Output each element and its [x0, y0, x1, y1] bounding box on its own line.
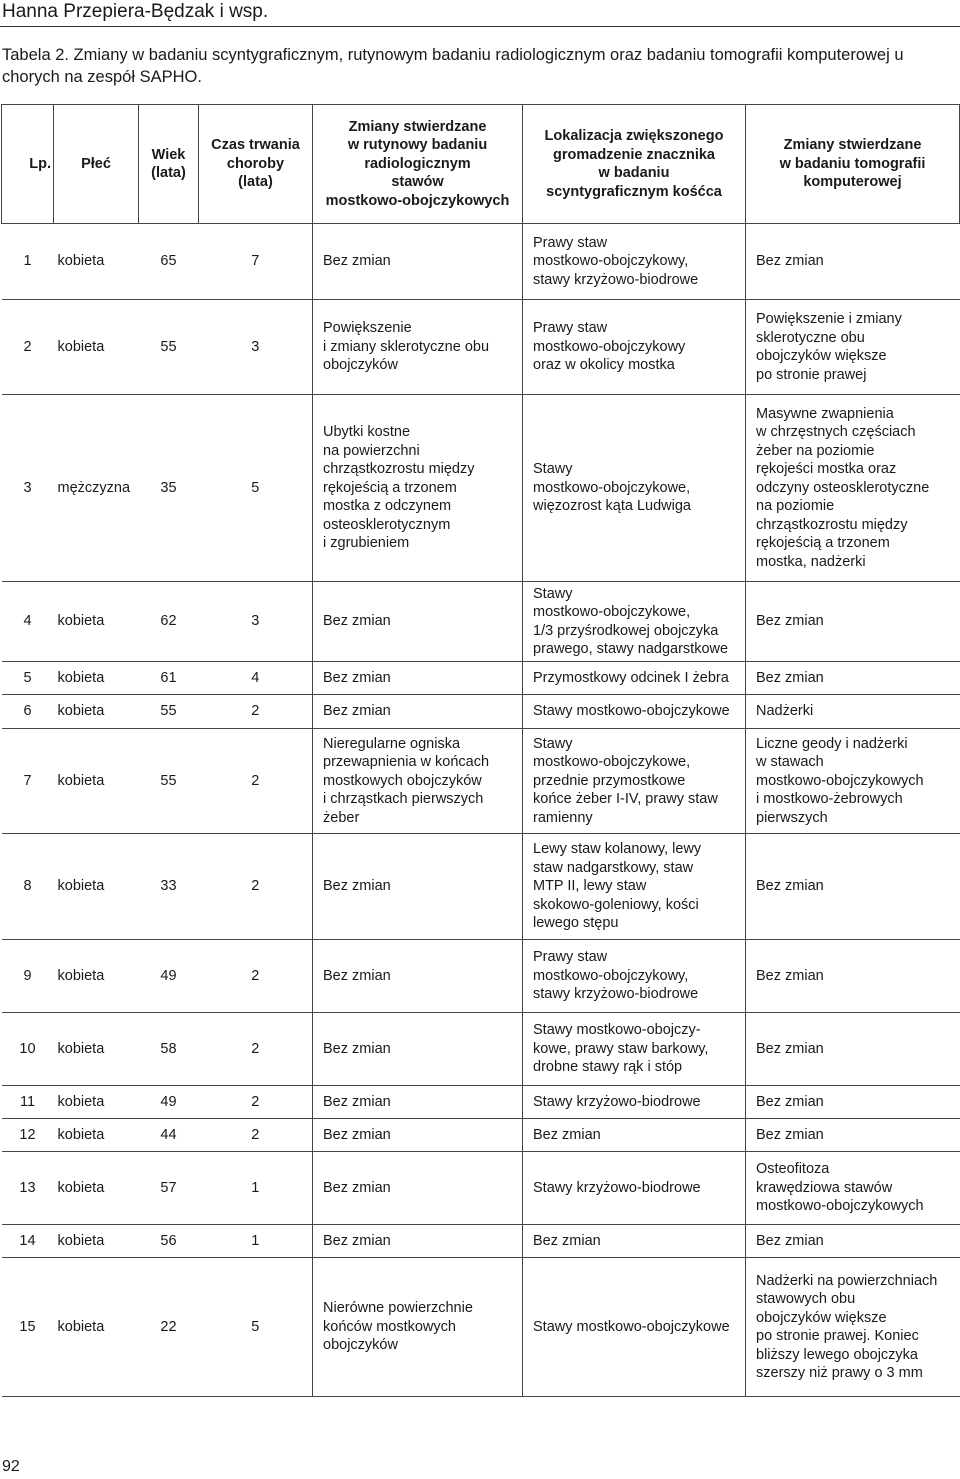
cell-scintigraphy: Stawy mostkowo-obojczykowe: [523, 1258, 746, 1397]
cell-scintigraphy: Stawy mostkowo-obojczykowe: [523, 695, 746, 729]
cell-lp: 4: [2, 582, 54, 662]
cell-duration: 2: [199, 1013, 313, 1086]
cell-ct: Osteofitoza krawędziowa stawów mostkowo-obojczykowych: [746, 1152, 960, 1225]
cell-scintigraphy: Przymostkowy odcinek I żebra: [523, 662, 746, 695]
cell-duration: 2: [199, 1119, 313, 1152]
cell-age: 56: [139, 1225, 199, 1258]
cell-ct: Nadżerki: [746, 695, 960, 729]
cell-sex: kobieta: [54, 834, 139, 940]
cell-xray: Bez zmian: [313, 662, 523, 695]
cell-duration: 5: [199, 1258, 313, 1397]
cell-ct: Bez zmian: [746, 662, 960, 695]
table-row: [2, 662, 960, 695]
cell-scintigraphy: Prawy staw mostkowo-obojczykowy, stawy krzyżowo-biodrowe: [523, 224, 746, 300]
cell-duration: 2: [199, 834, 313, 940]
col-header-scintigraphy: Lokalizacja zwiększonego gromadzenie znacznika w badaniu scyntygraficznym kośćca: [523, 105, 746, 224]
cell-duration: 1: [199, 1225, 313, 1258]
cell-xray: Bez zmian: [313, 1119, 523, 1152]
cell-lp: 6: [2, 695, 54, 729]
cell-xray: Bez zmian: [313, 834, 523, 940]
cell-ct: Bez zmian: [746, 224, 960, 300]
cell-sex: kobieta: [54, 224, 139, 300]
cell-sex: kobieta: [54, 1013, 139, 1086]
results-table: [1, 104, 960, 1397]
cell-age: 35: [139, 395, 199, 582]
cell-lp: 13: [2, 1152, 54, 1225]
cell-xray: Bez zmian: [313, 224, 523, 300]
cell-age: 55: [139, 729, 199, 834]
cell-sex: kobieta: [54, 729, 139, 834]
col-header-sex: Płeć: [54, 105, 139, 224]
cell-lp: 14: [2, 1225, 54, 1258]
cell-duration: 2: [199, 695, 313, 729]
cell-duration: 2: [199, 1086, 313, 1119]
cell-sex: kobieta: [54, 1225, 139, 1258]
cell-ct: Bez zmian: [746, 940, 960, 1013]
cell-xray: Bez zmian: [313, 1225, 523, 1258]
cell-lp: 15: [2, 1258, 54, 1397]
cell-lp: 7: [2, 729, 54, 834]
table-row: [2, 1013, 960, 1086]
cell-scintigraphy: Stawy mostkowo-obojczykowe, 1/3 przyśrodkowej obojczyka prawego, stawy nadgarstkowe: [523, 582, 746, 662]
cell-ct: Bez zmian: [746, 1013, 960, 1086]
table-row: [2, 1258, 960, 1397]
table-row: [2, 834, 960, 940]
cell-ct: Nadżerki na powierzchniach stawowych obu obojczyków większe po stronie prawej. Koniec bliższy lewego obojczyka szerszy niż prawy o 3 mm: [746, 1258, 960, 1397]
cell-xray: Powiększenie i zmiany sklerotyczne obu obojczyków: [313, 300, 523, 395]
cell-xray: Ubytki kostne na powierzchni chrząstkozrostu między rękojeścią a trzonem mostka z odczynem osteosklerotycznym i zgrubieniem: [313, 395, 523, 582]
table-row: [2, 300, 960, 395]
cell-xray: Bez zmian: [313, 695, 523, 729]
col-header-age: Wiek (lata): [139, 105, 199, 224]
cell-age: 61: [139, 662, 199, 695]
table-row: [2, 1119, 960, 1152]
cell-xray: Bez zmian: [313, 582, 523, 662]
cell-sex: kobieta: [54, 1152, 139, 1225]
cell-lp: 1: [2, 224, 54, 300]
cell-duration: 3: [199, 300, 313, 395]
cell-lp: 12: [2, 1119, 54, 1152]
cell-age: 33: [139, 834, 199, 940]
cell-age: 65: [139, 224, 199, 300]
cell-ct: Liczne geody i nadżerki w stawach mostkowo-obojczykowych i mostkowo-żebrowych pierwszych: [746, 729, 960, 834]
cell-age: 55: [139, 695, 199, 729]
table-row: [2, 695, 960, 729]
cell-lp: 3: [2, 395, 54, 582]
cell-sex: mężczyzna: [54, 395, 139, 582]
col-header-duration: Czas trwania choroby (lata): [199, 105, 313, 224]
cell-scintigraphy: Lewy staw kolanowy, lewy staw nadgarstkowy, staw MTP II, lewy staw skokowo-goleniowy, kości lewego stępu: [523, 834, 746, 940]
cell-sex: kobieta: [54, 662, 139, 695]
cell-scintigraphy: Stawy krzyżowo-biodrowe: [523, 1152, 746, 1225]
cell-lp: 9: [2, 940, 54, 1013]
cell-age: 58: [139, 1013, 199, 1086]
cell-xray: Nieregularne ogniska przewapnienia w końcach mostkowych obojczyków i chrząstkach pierwszych żeber: [313, 729, 523, 834]
cell-age: 49: [139, 940, 199, 1013]
table-row: [2, 1152, 960, 1225]
cell-xray: Nierówne powierzchnie końców mostkowych obojczyków: [313, 1258, 523, 1397]
cell-scintigraphy: Stawy mostkowo-obojczy- kowe, prawy staw barkowy, drobne stawy rąk i stóp: [523, 1013, 746, 1086]
cell-age: 62: [139, 582, 199, 662]
table-row: [2, 729, 960, 834]
header-row: [2, 105, 960, 224]
cell-scintigraphy: Stawy mostkowo-obojczykowe, więzozrost kąta Ludwiga: [523, 395, 746, 582]
table-body: [2, 224, 960, 1397]
cell-lp: 5: [2, 662, 54, 695]
cell-age: 44: [139, 1119, 199, 1152]
cell-sex: kobieta: [54, 695, 139, 729]
cell-duration: 7: [199, 224, 313, 300]
cell-duration: 2: [199, 729, 313, 834]
cell-age: 57: [139, 1152, 199, 1225]
cell-ct: Bez zmian: [746, 582, 960, 662]
table-row: [2, 1225, 960, 1258]
cell-duration: 1: [199, 1152, 313, 1225]
cell-sex: kobieta: [54, 1119, 139, 1152]
cell-duration: 5: [199, 395, 313, 582]
header-rule: [0, 26, 960, 27]
cell-sex: kobieta: [54, 1258, 139, 1397]
col-header-ct: Zmiany stwierdzane w badaniu tomografii komputerowej: [746, 105, 960, 224]
cell-scintigraphy: Stawy mostkowo-obojczykowe, przednie przymostkowe końce żeber I-IV, prawy staw ramienny: [523, 729, 746, 834]
cell-ct: Masywne zwapnienia w chrzęstnych częściach żeber na poziomie rękojeści mostka oraz odczyny osteosklerotyczne na poziomie chrząstkozrostu między rękojeścią a trzonem mostka, nadżerki: [746, 395, 960, 582]
col-header-lp: Lp.: [2, 105, 54, 224]
cell-duration: 3: [199, 582, 313, 662]
col-header-xray: Zmiany stwierdzane w rutynowy badaniu radiologicznym stawów mostkowo-obojczykowych: [313, 105, 523, 224]
cell-xray: Bez zmian: [313, 1152, 523, 1225]
cell-sex: kobieta: [54, 1086, 139, 1119]
cell-xray: Bez zmian: [313, 940, 523, 1013]
cell-age: 22: [139, 1258, 199, 1397]
cell-ct: Powiększenie i zmiany sklerotyczne obu obojczyków większe po stronie prawej: [746, 300, 960, 395]
cell-lp: 2: [2, 300, 54, 395]
running-header-author: Hanna Przepiera-Będzak i wsp.: [2, 1, 269, 22]
cell-lp: 10: [2, 1013, 54, 1086]
cell-ct: Bez zmian: [746, 1225, 960, 1258]
page-number: 92: [2, 1458, 20, 1475]
cell-ct: Bez zmian: [746, 834, 960, 940]
cell-scintigraphy: Bez zmian: [523, 1225, 746, 1258]
cell-lp: 11: [2, 1086, 54, 1119]
table-row: [2, 1086, 960, 1119]
cell-sex: kobieta: [54, 300, 139, 395]
cell-age: 55: [139, 300, 199, 395]
cell-duration: 2: [199, 940, 313, 1013]
table-row: [2, 940, 960, 1013]
cell-xray: Bez zmian: [313, 1013, 523, 1086]
cell-ct: Bez zmian: [746, 1086, 960, 1119]
cell-scintigraphy: Prawy staw mostkowo-obojczykowy oraz w okolicy mostka: [523, 300, 746, 395]
cell-sex: kobieta: [54, 940, 139, 1013]
table-caption: Tabela 2. Zmiany w badaniu scyntygraficznym, rutynowym badaniu radiologicznym oraz badaniu tomografii komputerowej u chorych na zespół SAPHO.: [2, 46, 904, 86]
cell-xray: Bez zmian: [313, 1086, 523, 1119]
table-row: [2, 582, 960, 662]
cell-scintigraphy: Prawy staw mostkowo-obojczykowy, stawy krzyżowo-biodrowe: [523, 940, 746, 1013]
cell-duration: 4: [199, 662, 313, 695]
cell-lp: 8: [2, 834, 54, 940]
table-row: [2, 395, 960, 582]
cell-scintigraphy: Bez zmian: [523, 1119, 746, 1152]
cell-age: 49: [139, 1086, 199, 1119]
cell-ct: Bez zmian: [746, 1119, 960, 1152]
table-row: [2, 224, 960, 300]
cell-sex: kobieta: [54, 582, 139, 662]
cell-scintigraphy: Stawy krzyżowo-biodrowe: [523, 1086, 746, 1119]
